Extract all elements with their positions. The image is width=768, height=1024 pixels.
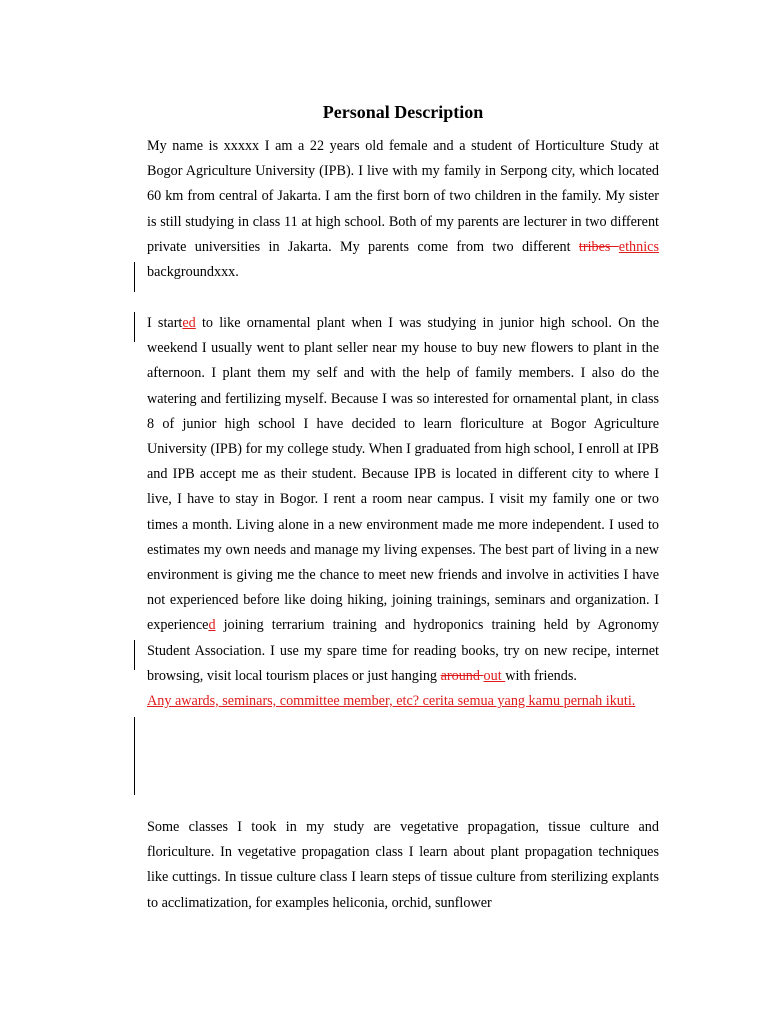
text-run: to like ornamental plant when I was studying in junior high school. On the weekend I usually went to plant seller near my house to buy new flowers to plant in the afternoon. I plant them my self and with the help of family members. I also do the watering and fertilizing myself. Because I was so interested for ornamental plant, in class 8 of junior high school I have decided to learn floriculture at Bogor Agriculture University (IPB) for my college study. When I graduated from high school, I enroll at IPB and IPB accept me as their student. Because IPB is located in different city to where I live, I have to stay in Bogor. I rent a room near campus. I visit my family one or two times a month. Living alone in a new environment made me more independent. I used to estimates my own needs and manage my living expenses. The best part of living in a new environment is giving me the chance to meet new friends and involve in activities I have not experienced before like doing hiking, joining trainings, seminars and organization. I experience (147, 315, 660, 634)
deleted-text: tribes (578, 238, 619, 255)
text-run: My name is xxxxx I am a 22 years old female and a student of Horticulture Study at Bogor Agriculture University (IPB). I live with my family in Serpong city, which located 60 km from central of Jakarta. I am the first born of two children in the family. My sister is still studying in class 11 at high school. Both of my parents are lecturer in two different private universities in Jakarta. My parents come from two different (147, 138, 659, 255)
revision-bar (134, 312, 135, 342)
deleted-text: around (440, 667, 484, 684)
text-run: with friends. (505, 667, 577, 684)
revision-bar (134, 717, 135, 795)
text-run: backgroundxxx. (147, 264, 239, 281)
revision-bar (134, 640, 135, 670)
page-title: Personal Description (322, 102, 484, 122)
paragraph-interests (147, 311, 659, 714)
inserted-text: ed (182, 315, 196, 331)
paragraph-classes: Some classes I took in my study are vegetative propagation, tissue culture and floriculture. In vegetative propagation class I learn about plant propagation techniques like cuttings. In tissue culture class I learn steps of tissue culture from sterilizing explants to acclimatization, for examples heliconia, orchid, sunflower (147, 819, 659, 911)
inserted-text: out (483, 667, 506, 684)
paragraph-intro (147, 134, 659, 285)
inserted-text: ethnics (618, 238, 659, 255)
reviewer-comment: Any awards, seminars, committee member, etc? cerita semua yang kamu pernah ikuti. (147, 693, 636, 710)
text-run: I start (147, 315, 183, 331)
inserted-text: d (208, 617, 216, 634)
revision-bar (134, 262, 135, 292)
text-run: joining terrarium training and hydroponics training held by Agronomy Student Association. I use my spare time for reading books, try on new recipe, internet browsing, visit local tourism places or just hanging (147, 617, 659, 684)
